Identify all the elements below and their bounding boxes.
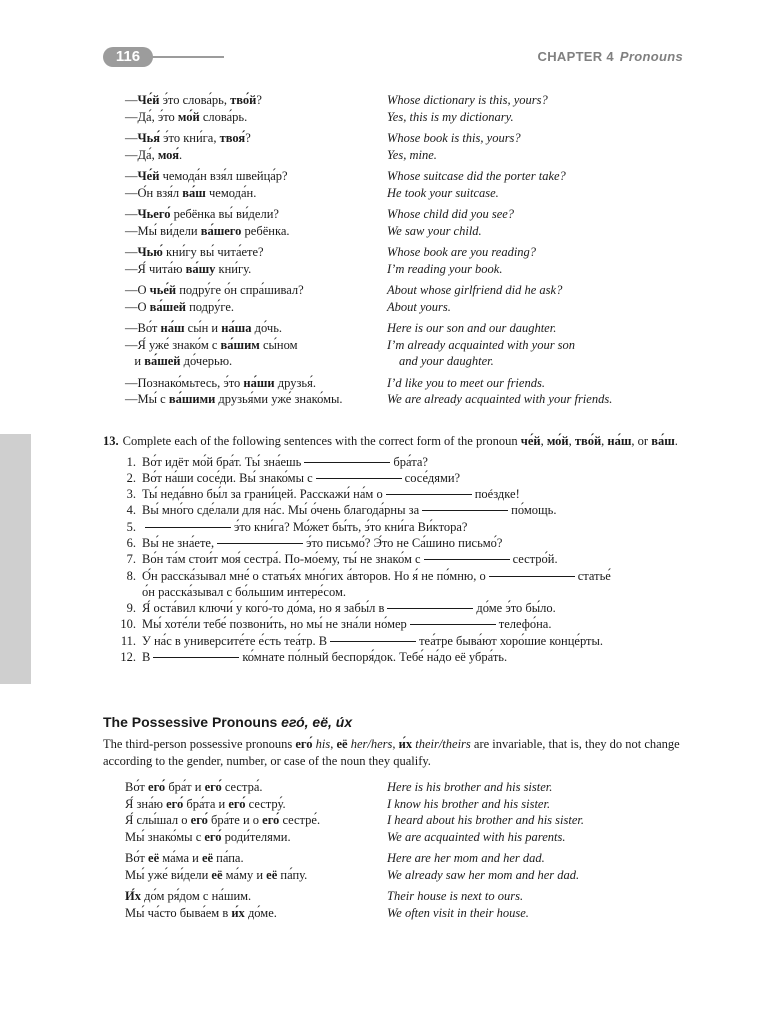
bold-word: мо́й [177, 109, 200, 124]
english-line: I’d like you to meet our friends. [387, 375, 545, 390]
example-group [125, 850, 685, 883]
english-line: I’m reading your book. [387, 261, 503, 276]
bold-word: тво́й [230, 93, 257, 107]
dialog-pair [125, 92, 685, 125]
bold-word: че́й [520, 434, 541, 448]
russian-line: Я́ слы́шал о его́ бра́те и о его́ сестре́. [125, 813, 321, 827]
bold-word: твоя́ [219, 131, 246, 145]
exercise-item [113, 568, 693, 601]
item-text: О́н расска́зывал мне́ о статья́х мно́гих а́второв. Но я́ не по́мню, о статье́ о́н расска́зывал с бо́льшим интере́сом. [142, 568, 611, 599]
bold-word: Чью́ [137, 245, 163, 259]
russian-line: —Чьего́ ребёнка вы́ ви́дели? [125, 207, 279, 221]
exercise-item [113, 470, 693, 486]
translation-row [125, 812, 685, 829]
bold-word: Чьего́ [137, 207, 171, 221]
translation-row [125, 796, 685, 813]
bold-word: её [211, 867, 223, 882]
russian-line: —Во́т на́ш сы́н и на́ша до́чь. [125, 321, 283, 335]
russian-line: Мы́ уже́ ви́дели её ма́му и её па́пу. [125, 867, 308, 882]
russian-line: Я́ зна́ю его́ бра́та и его́ сестру́. [125, 796, 286, 811]
answer-blank[interactable] [316, 477, 402, 479]
bold-word: мо́й [546, 434, 569, 448]
english-line: About yours. [387, 299, 451, 314]
bold-word: на́ши [243, 375, 275, 390]
russian-line: И́х до́м ря́дом с на́шим. [125, 889, 252, 903]
translation-row [125, 206, 685, 223]
dialog-pair [125, 130, 685, 163]
bold-word: ва́шей [144, 354, 181, 368]
bold-word: его́ [228, 796, 246, 811]
italic-word: her/hers [350, 737, 393, 751]
english-line: About whose girlfriend did he ask? [387, 283, 563, 297]
chapter-thumb-tab [0, 434, 31, 684]
bold-word: его́ [166, 796, 184, 811]
example-group [125, 779, 685, 845]
item-text: Во́т на́ши сосе́ди. Вы́ знако́мы с сосе́дями? [142, 470, 461, 485]
item-text: э́то кни́га? Мо́жет бы́ть, э́то кни́га Ви́ктора? [142, 519, 693, 535]
item-text: Вы́ не зна́ете, э́то письмо́? Э́то не Са́шино письмо́? [142, 535, 503, 550]
translation-row [125, 375, 685, 392]
bold-word: его́ [295, 737, 313, 751]
bold-word: ва́ш [182, 185, 206, 200]
translation-row [125, 391, 685, 408]
chapter-label: CHAPTER 4 [537, 49, 614, 64]
chapter-topic: Pronouns [619, 49, 683, 64]
translation-row [125, 130, 685, 147]
russian-line: —О́н взя́л ва́ш чемода́н. [125, 185, 257, 200]
bold-word: на́ша [221, 321, 252, 335]
english-line: I know his brother and his sister. [387, 796, 551, 811]
item-text: Мы́ хоте́ли тебе́ позвони́ть, но мы́ не зна́ли но́мер телефо́на. [142, 617, 552, 632]
dialog-pair [125, 206, 685, 239]
dialog-pair [125, 282, 685, 315]
answer-blank[interactable] [422, 509, 508, 511]
exercise-item [113, 633, 693, 649]
translation-row [125, 92, 685, 109]
answer-blank[interactable] [153, 656, 239, 658]
exercise-13 [103, 433, 693, 665]
translation-row [125, 109, 685, 126]
translation-row [125, 282, 685, 299]
english-line: I heard about his brother and his sister. [387, 813, 584, 827]
translation-row [125, 185, 685, 202]
translation-row [125, 888, 685, 905]
translation-row [125, 147, 685, 164]
header-rule [150, 56, 224, 58]
bold-word: на́ш [607, 434, 632, 448]
item-number: 9. [126, 601, 136, 616]
russian-line: —Чья́ э́то кни́га, твоя́? [125, 131, 251, 145]
bold-word: тво́й [574, 434, 602, 448]
bold-word: ва́шими [168, 392, 216, 406]
bold-word: Че́й [137, 93, 160, 107]
english-line: I’m already acquainted with your son [387, 337, 576, 352]
answer-blank[interactable] [489, 575, 575, 577]
translation-row [125, 261, 685, 278]
english-line: Whose book is this, yours? [387, 131, 521, 145]
answer-blank[interactable] [217, 542, 303, 544]
english-line: We are acquainted with his parents. [387, 829, 566, 844]
russian-line: Мы́ ча́сто быва́ем в и́х до́ме. [125, 905, 277, 920]
answer-blank[interactable] [386, 493, 472, 495]
russian-line: —Мы́ ви́дели ва́шего ребёнка. [125, 223, 290, 238]
bold-word: её [201, 851, 214, 865]
bold-word: ва́шим [220, 337, 260, 352]
item-text: Ты́ неда́вно бы́л за грани́цей. Расскажи́ на́м о поéздке! [142, 487, 520, 502]
bold-word: ва́шей [149, 299, 186, 314]
translation-row [125, 168, 685, 185]
bold-word: на́ш [160, 321, 185, 335]
bold-word: Чья́ [137, 131, 161, 145]
translation-row [125, 320, 685, 337]
section-heading [103, 714, 352, 730]
bold-word: Че́й [137, 169, 160, 183]
translation-row [125, 867, 685, 884]
english-line: He took your suitcase. [387, 185, 499, 200]
bold-word: его́ [262, 813, 280, 827]
bold-word: ва́шего [200, 223, 242, 238]
russian-line: Мы́ знако́мы с его́ роди́телями. [125, 829, 291, 844]
russian-line: Во́т её ма́ма и её па́па. [125, 851, 244, 865]
item-text: Вы́ мно́го сде́лали для на́с. Мы́ о́чень благода́рны за по́мощь. [142, 503, 557, 518]
answer-blank[interactable] [330, 640, 416, 642]
answer-blank[interactable] [424, 558, 510, 560]
item-number: 12. [120, 650, 136, 665]
exercise-item [113, 551, 693, 567]
exercise-item [113, 519, 693, 535]
translation-row [125, 850, 685, 867]
english-line: We saw your child. [387, 223, 482, 238]
item-text: В ко́мнате по́лный беспоря́док. Тебе́ на́до её убра́ть. [142, 650, 508, 665]
english-line: Yes, mine. [387, 147, 437, 162]
bold-word: её [336, 737, 348, 751]
english-line: Whose dictionary is this, yours? [387, 93, 548, 107]
russian-line: —О ва́шей подру́ге. [125, 299, 235, 314]
answer-blank[interactable] [304, 461, 390, 463]
translation-row [125, 299, 685, 316]
english-line: Their house is next to ours. [387, 889, 524, 903]
dialog-examples [125, 92, 685, 413]
bold-word: его́ [204, 780, 222, 794]
section-heading-text: The Possessive Pronouns [103, 714, 282, 730]
english-line: Whose child did you see? [387, 207, 515, 221]
running-header [538, 49, 683, 64]
english-line: We are already acquainted with your friends. [387, 392, 613, 406]
bold-word: и́х [398, 737, 413, 751]
translation-row [125, 353, 685, 370]
english-line: Here are her mom and her dad. [387, 851, 545, 865]
english-line: and your daughter. [399, 354, 494, 368]
dialog-pair [125, 320, 685, 370]
dialog-pair [125, 168, 685, 201]
item-number: 10. [120, 617, 136, 632]
answer-blank[interactable] [387, 607, 473, 609]
exercise-item-list [103, 454, 693, 666]
russian-line: —Че́й чемода́н взя́л швейца́р? [125, 169, 288, 183]
bold-word: ва́ш [651, 434, 675, 448]
dialog-pair [125, 244, 685, 277]
italic-word: his [315, 737, 331, 751]
item-number: 6. [126, 535, 136, 550]
english-line: Whose suitcase did the porter take? [387, 169, 566, 183]
russian-line: —Познако́мьтесь, э́то на́ши друзья́. [125, 375, 316, 390]
english-line: We already saw her mom and her dad. [387, 867, 580, 882]
dialog-pair [125, 375, 685, 408]
bold-word: его́ [204, 829, 222, 844]
bold-word: чье́й [149, 283, 177, 297]
exercise-item [113, 600, 693, 616]
bold-word: её [148, 851, 160, 865]
bold-word: его́ [148, 780, 166, 794]
item-number: 8. [126, 568, 136, 583]
section-paragraph: The third-person possessive pronouns его́ his, её her/hers, и́х their/theirs are invariable, that is, they do not change according to the gender, number, or case of the noun they qualify. [103, 737, 680, 768]
russian-line: и ва́шей до́черью. [125, 354, 233, 368]
italic-word: their/theirs [415, 737, 471, 751]
bold-word: и́х [231, 905, 245, 920]
bold-word: её [266, 867, 278, 882]
item-text: Во́н та́м стои́т моя́ сестра́. По-мо́ему, ты́ не знако́м с сестро́й. [142, 552, 558, 567]
item-number: 7. [126, 552, 136, 567]
exercise-instructions [103, 433, 693, 450]
bold-word: И́х [125, 889, 141, 903]
section-heading-pronouns: его́, её, и́х [281, 714, 353, 730]
bold-word: моя́ [157, 147, 179, 162]
exercise-item [113, 535, 693, 551]
english-line: Here is his brother and his sister. [387, 780, 553, 794]
exercise-item [113, 649, 693, 665]
item-number: 5. [126, 519, 136, 534]
russian-line: —Чью́ кни́гу вы́ чита́ете? [125, 245, 264, 259]
translation-row [125, 337, 685, 354]
possessive-examples [125, 779, 685, 926]
english-line: Whose book are you reading? [387, 245, 537, 259]
exercise-item [113, 454, 693, 470]
russian-line: —Я́ уже́ знако́м с ва́шим сы́ном [125, 337, 298, 352]
translation-row [125, 223, 685, 240]
russian-line: —Че́й э́то слова́рь, тво́й? [125, 93, 262, 107]
bold-word: ва́шу [185, 261, 216, 276]
exercise-instruction-text: Complete each of the following sentences with the correct form of the pronoun че́й, мо́й, тво́й, на́ш, or ва́ш. [122, 434, 678, 448]
item-text: У на́с в университе́те е́сть теа́тр. В теа́тре быва́ют хоро́шие конце́рты. [142, 633, 604, 648]
example-group [125, 888, 685, 921]
english-line: Here is our son and our daughter. [387, 321, 557, 335]
item-number: 11. [120, 633, 136, 648]
answer-blank[interactable] [410, 623, 496, 625]
answer-blank[interactable] [145, 526, 231, 528]
item-number: 1. [126, 454, 136, 469]
item-number: 3. [126, 487, 136, 502]
russian-line: —Я́ чита́ю ва́шу кни́гу. [125, 261, 252, 276]
item-text: Я́ оста́вил ключи́ у кого́-то до́ма, но я забы́л в до́ме э́то бы́ло. [142, 601, 556, 616]
item-number: 2. [126, 470, 136, 485]
item-text: Во́т идёт мо́й бра́т. Ты́ зна́ешь бра́та? [142, 454, 428, 469]
bold-word: его́ [190, 813, 208, 827]
translation-row [125, 779, 685, 796]
english-line: Yes, this is my dictionary. [387, 109, 514, 124]
translation-row [125, 244, 685, 261]
page-number: 116 [103, 47, 153, 67]
exercise-number: 13. [103, 434, 119, 448]
translation-row [125, 905, 685, 922]
english-line: We often visit in their house. [387, 905, 529, 920]
exercise-item [113, 616, 693, 632]
exercise-item [113, 502, 693, 518]
russian-line: —О чье́й подру́ге о́н спра́шивал? [125, 283, 304, 297]
russian-line: —Мы́ с ва́шими друзья́ми уже́ знако́мы. [125, 392, 343, 406]
russian-line: —Да́, моя́. [125, 147, 183, 162]
exercise-item [113, 486, 693, 502]
russian-line: —Да́, э́то мо́й слова́рь. [125, 109, 248, 124]
translation-row [125, 829, 685, 846]
russian-line: Во́т его́ бра́т и его́ сестра́. [125, 780, 263, 794]
item-number: 4. [126, 503, 136, 518]
